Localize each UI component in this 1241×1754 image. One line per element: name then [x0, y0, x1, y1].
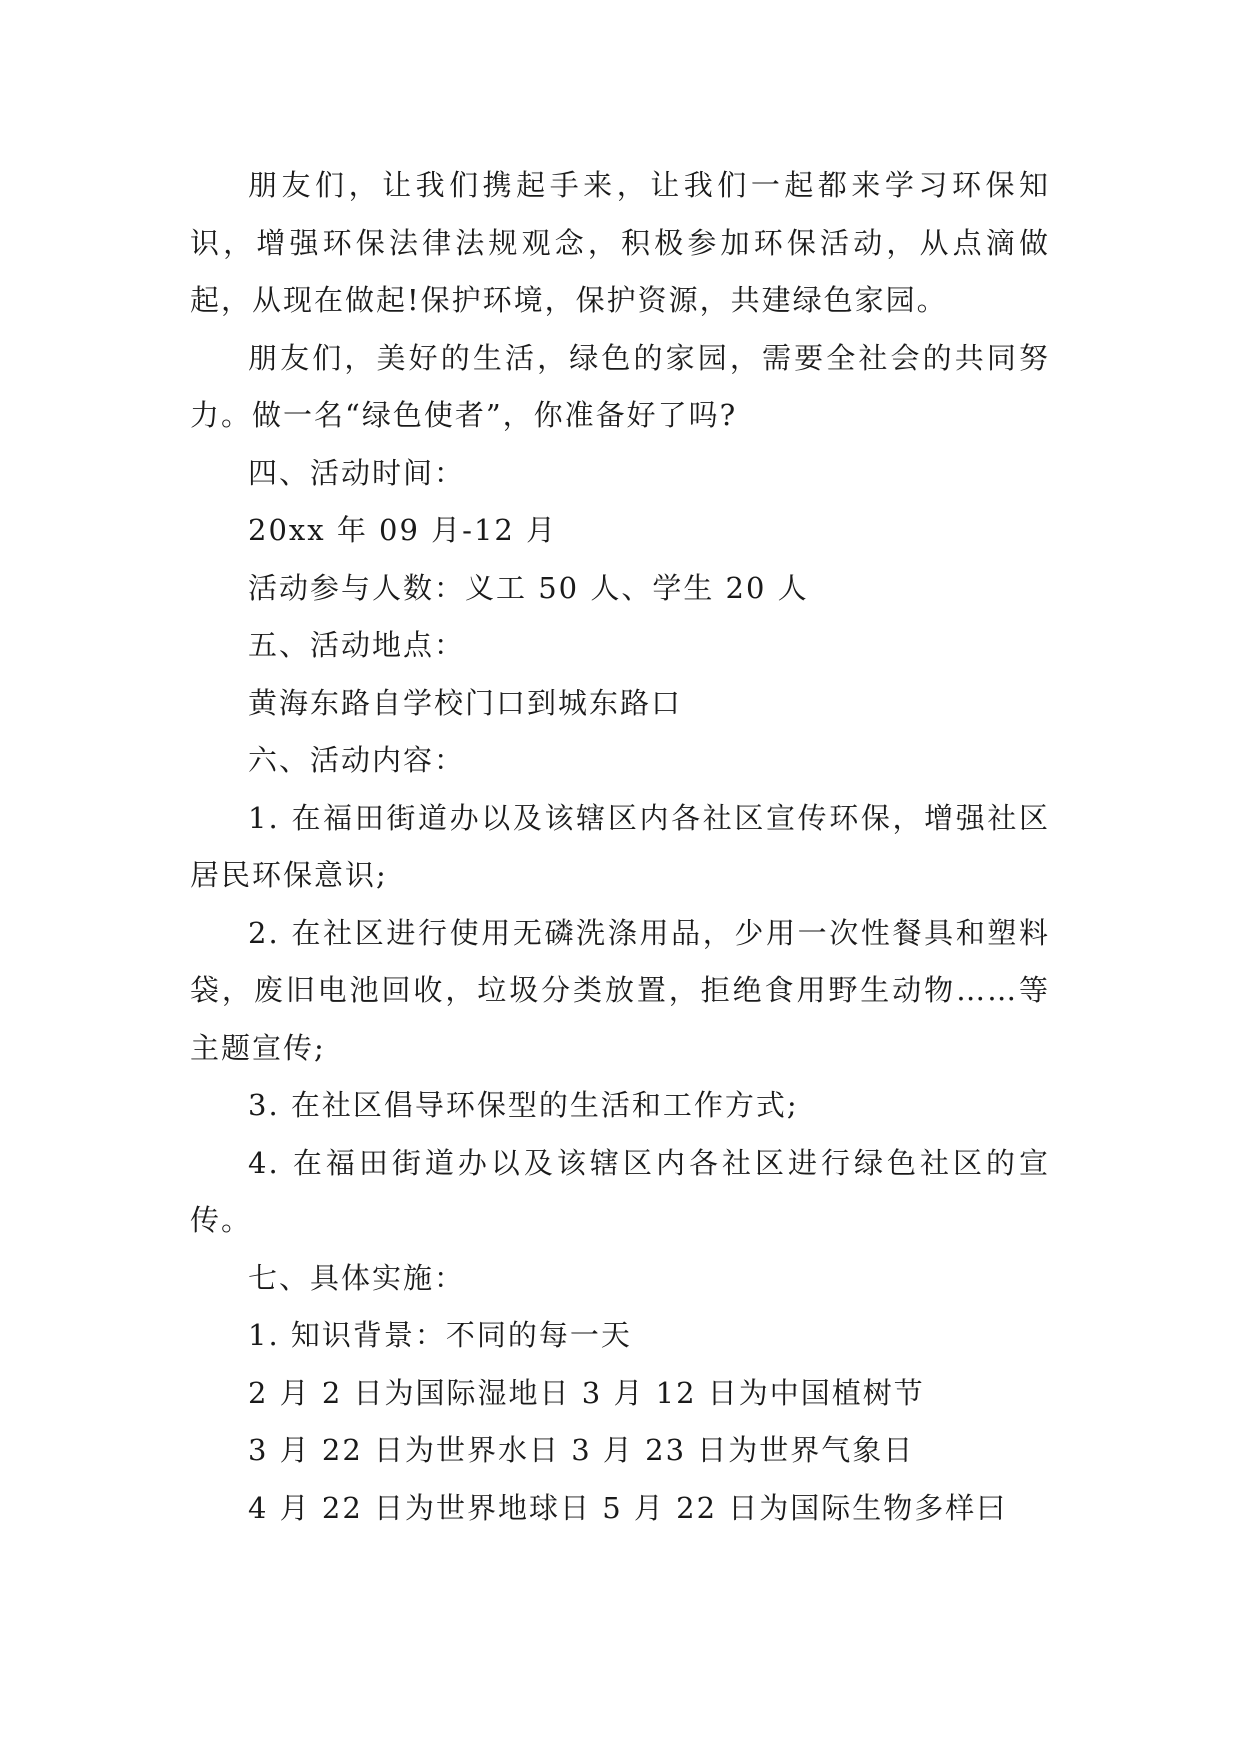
- document-body: [190, 157, 1050, 1537]
- content-item-1: 1. 在福田街道办以及该辖区内各社区宣传环保，增强社区居民环保意识;: [190, 800, 1050, 892]
- heading-activity-content: 六、活动内容：: [248, 743, 466, 777]
- heading-activity-location: 五、活动地点：: [248, 628, 466, 662]
- knowledge-background: 1. 知识背景：不同的每一天: [248, 1318, 632, 1352]
- activity-location: 黄海东路自学校门口到城东路口: [248, 685, 683, 720]
- paragraph-green-messenger: 朋友们，美好的生活，绿色的家园，需要全社会的共同努力。做一名“绿色使者”，你准备好了吗?: [190, 340, 1050, 432]
- content-item-2: 2. 在社区进行使用无磷洗涤用品，少用一次性餐具和塑料袋，废旧电池回收，垃圾分类放置，拒绝食用野生动物……等主题宣传;: [190, 915, 1050, 1065]
- content-item-4: 4. 在福田街道办以及该辖区内各社区进行绿色社区的宣传。: [190, 1145, 1050, 1237]
- activity-date-range: 20xx 年 09 月-12 月: [248, 513, 558, 547]
- heading-activity-time: 四、活动时间：: [248, 455, 466, 490]
- content-item-3: 3. 在社区倡导环保型的生活和工作方式;: [248, 1088, 799, 1122]
- heading-implementation: 七、具体实施：: [248, 1260, 466, 1295]
- observance-days-line-2: 3 月 22 日为世界水日 3 月 23 日为世界气象日: [248, 1433, 915, 1467]
- observance-days-line-1: 2 月 2 日为国际湿地日 3 月 12 日为中国植树节: [248, 1375, 925, 1410]
- participant-count: 活动参与人数：义工 50 人、学生 20 人: [248, 570, 809, 605]
- observance-days-line-3: 4 月 22 日为世界地球日 5 月 22 日为国际生物多样曰: [248, 1490, 1008, 1525]
- paragraph-call-to-action: 朋友们，让我们携起手来，让我们一起都来学习环保知识，增强环保法律法规观念，积极参加环保活动，从点滴做起，从现在做起!保护环境，保护资源，共建绿色家园。: [190, 168, 1050, 317]
